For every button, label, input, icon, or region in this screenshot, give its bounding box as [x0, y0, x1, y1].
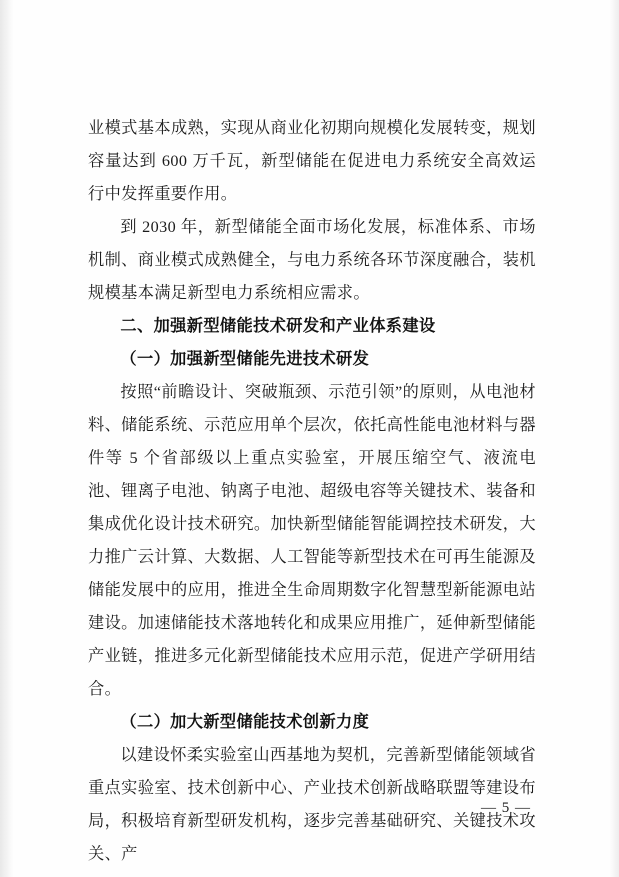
paragraph-continued: 业模式基本成熟，实现从商业化初期向规模化发展转变，规划容量达到 600 万千瓦，新型储能在促进电力系统安全高效运行中发挥重要作用。 — [88, 119, 536, 203]
section-heading-two: 二、加强新型储能技术研发和产业体系建设 — [120, 317, 436, 335]
subsection-heading-one: （一）加强新型储能先进技术研发 — [120, 350, 370, 368]
page-content — [88, 112, 536, 871]
page-left-edge-shadow — [0, 0, 14, 877]
paragraph-2030-target: 到 2030 年，新型储能全面市场化发展，标准体系、市场机制、商业模式成熟健全，与电力系统各环节深度融合，装机规模基本满足新型电力系统相应需求。 — [88, 218, 536, 302]
paragraph-advanced-tech-rd: 按照“前瞻设计、突破瓶颈、示范引领”的原则，从电池材料、储能系统、示范应用单个层次，依托高性能电池材料与器件等 5 个省部级以上重点实验室，开展压缩空气、液流电池、锂离子电池、钠离子电池、超级电容等关键技术、装备和集成优化设计技术研究。加快新型储能智能调控技术研发，大力推广云计算、大数据、人工智能等新型技术在可再生能源及储能发展中的应用，推进全生命周期数字化智慧型新能源电站建设。加速储能技术落地转化和成果应用推广，延伸新型储能产业链，推进多元化新型储能技术应用示范，促进产学研用结合。 — [88, 383, 536, 698]
subsection-heading-two: （二）加大新型储能技术创新力度 — [120, 713, 370, 731]
page-right-edge-shadow — [609, 0, 619, 877]
paragraph-innovation-strength: 以建设怀柔实验室山西基地为契机，完善新型储能领域省重点实验室、技术创新中心、产业技术创新战略联盟等建设布局，积极培育新型研发机构，逐步完善基础研究、关键技术攻关、产 — [88, 746, 536, 863]
page-number: — 5 — — [481, 800, 531, 816]
